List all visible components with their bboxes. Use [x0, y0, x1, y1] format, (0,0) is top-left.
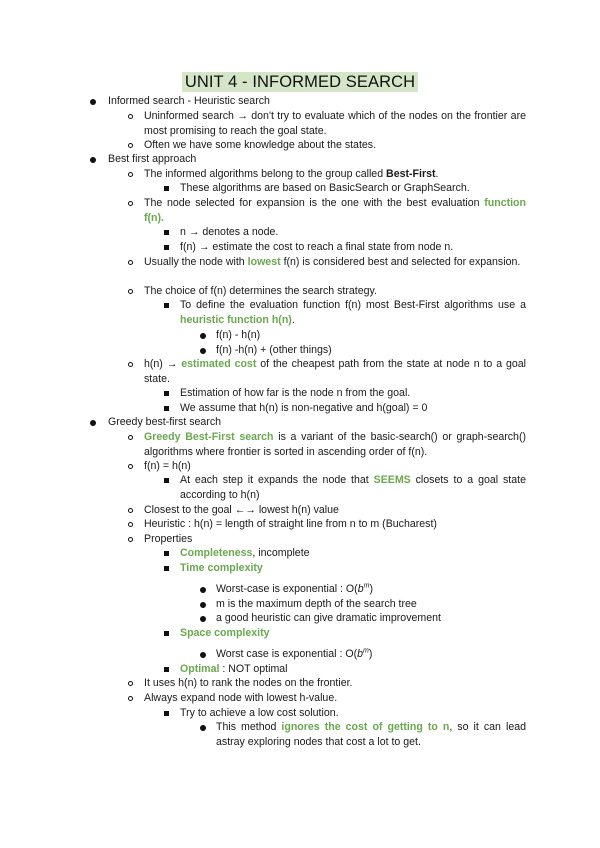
bullet-disc — [90, 157, 96, 163]
list-item: f(n) → estimate the cost to reach a final state from node n. — [180, 241, 454, 253]
bullet-circle — [128, 289, 133, 294]
bullet-circle — [128, 201, 133, 206]
list-item: Worst-case is exponential : $O(b^m)$ — [216, 582, 373, 595]
bullet-circle — [128, 681, 133, 686]
list-item: m is the maximum depth of the search tree — [216, 598, 417, 610]
bullet-square — [164, 667, 169, 672]
section-heading-best-first: Best first approach — [108, 153, 197, 165]
bullet-circle — [128, 143, 133, 148]
list-item: This method ignores the cost of getting to n, so it can lead astray exploring nodes that cost a lot to get. — [216, 721, 526, 748]
list-item: At each step it expands the node that SEEMS closets to a goal state according to h(n) — [180, 474, 526, 501]
bullet-square — [164, 551, 169, 556]
list-item: The informed algorithms belong to the group called Best-First. — [144, 168, 439, 180]
bullet-square — [164, 186, 169, 191]
bullet-square — [164, 303, 169, 308]
list-item: h(n) → estimated cost of the cheapest path from the state at node n to a goal state. — [144, 358, 527, 385]
bullet-circle — [128, 464, 133, 469]
list-item: f(n) = h(n) — [144, 460, 191, 472]
list-item: It uses h(n) to rank the nodes on the frontier. — [144, 677, 353, 689]
list-item: Greedy Best-First search is a variant of the basic-search() or graph-search() algorithms where frontier is sorted in ascending order of f(n). — [144, 431, 526, 458]
section-heading-informed-search: Informed search - Heuristic search — [108, 95, 270, 107]
bullet-square — [164, 230, 169, 235]
list-item: Time complexity — [180, 562, 263, 574]
list-item: Completeness, incomplete — [180, 547, 310, 559]
list-item: n → denotes a node. — [180, 226, 279, 238]
list-item: f(n) - h(n) — [216, 329, 261, 341]
bullet-disc — [200, 725, 206, 731]
list-item: Heuristic : h(n) = length of straight line from n to m (Bucharest) — [144, 518, 437, 530]
bullet-square — [164, 711, 169, 716]
list-item: Always expand node with lowest h-value. — [144, 692, 338, 704]
list-item: The node selected for expansion is the one with the best evaluation function f(n). — [144, 197, 526, 224]
bullet-square — [164, 566, 169, 571]
bullet-circle — [128, 522, 133, 527]
bullet-circle — [128, 260, 133, 265]
bullet-square — [164, 631, 169, 636]
bullet-circle — [128, 114, 133, 119]
bullet-disc — [200, 652, 206, 658]
list-item: These algorithms are based on BasicSearch or GraphSearch. — [180, 182, 470, 194]
list-item: a good heuristic can give dramatic improvement — [216, 612, 441, 624]
list-item: Worst case is exponential : $O(b^m)$ — [216, 647, 373, 660]
bullet-square — [164, 245, 169, 250]
bullet-disc — [90, 99, 96, 105]
bullet-disc — [200, 602, 206, 608]
section-heading-greedy: Greedy best-first search — [108, 416, 222, 428]
bullet-disc — [200, 587, 206, 593]
list-item: Optimal : NOT optimal — [180, 663, 288, 675]
list-item: Often we have some knowledge about the states. — [144, 139, 377, 151]
bullet-circle — [128, 362, 133, 367]
list-item: To define the evaluation function f(n) most Best-First algorithms use a heuristic function h(n). — [180, 299, 526, 326]
bullet-circle — [128, 508, 133, 513]
bullet-square — [164, 478, 169, 483]
bullet-square — [164, 391, 169, 396]
list-item: Properties — [144, 533, 193, 545]
list-item: We assume that h(n) is non-negative and h(goal) = 0 — [180, 402, 428, 414]
list-item: Try to achieve a low cost solution. — [180, 707, 339, 719]
bullet-circle — [128, 537, 133, 542]
bullet-disc — [90, 420, 96, 426]
bullet-disc — [200, 348, 206, 354]
list-item: Uninformed search → don't try to evaluate which of the nodes on the frontier are most promising to reach the goal state. — [144, 110, 526, 137]
bullet-circle — [128, 696, 133, 701]
list-item: Closest to the goal ←→ lowest h(n) value — [144, 504, 339, 516]
list-item: Space complexity — [180, 627, 270, 639]
bullet-disc — [200, 333, 206, 339]
list-item: Usually the node with lowest f(n) is considered best and selected for expansion. — [144, 256, 521, 268]
bullet-disc — [200, 616, 206, 622]
list-item: f(n) -h(n) + (other things) — [216, 344, 332, 356]
list-item: Estimation of how far is the node n from the goal. — [180, 387, 411, 399]
list-item: The choice of f(n) determines the search strategy. — [144, 285, 377, 297]
page-title: UNIT 4 - INFORMED SEARCH — [0, 72, 600, 92]
bullet-square — [164, 406, 169, 411]
bullet-circle — [128, 172, 133, 177]
bullet-circle — [128, 435, 133, 440]
